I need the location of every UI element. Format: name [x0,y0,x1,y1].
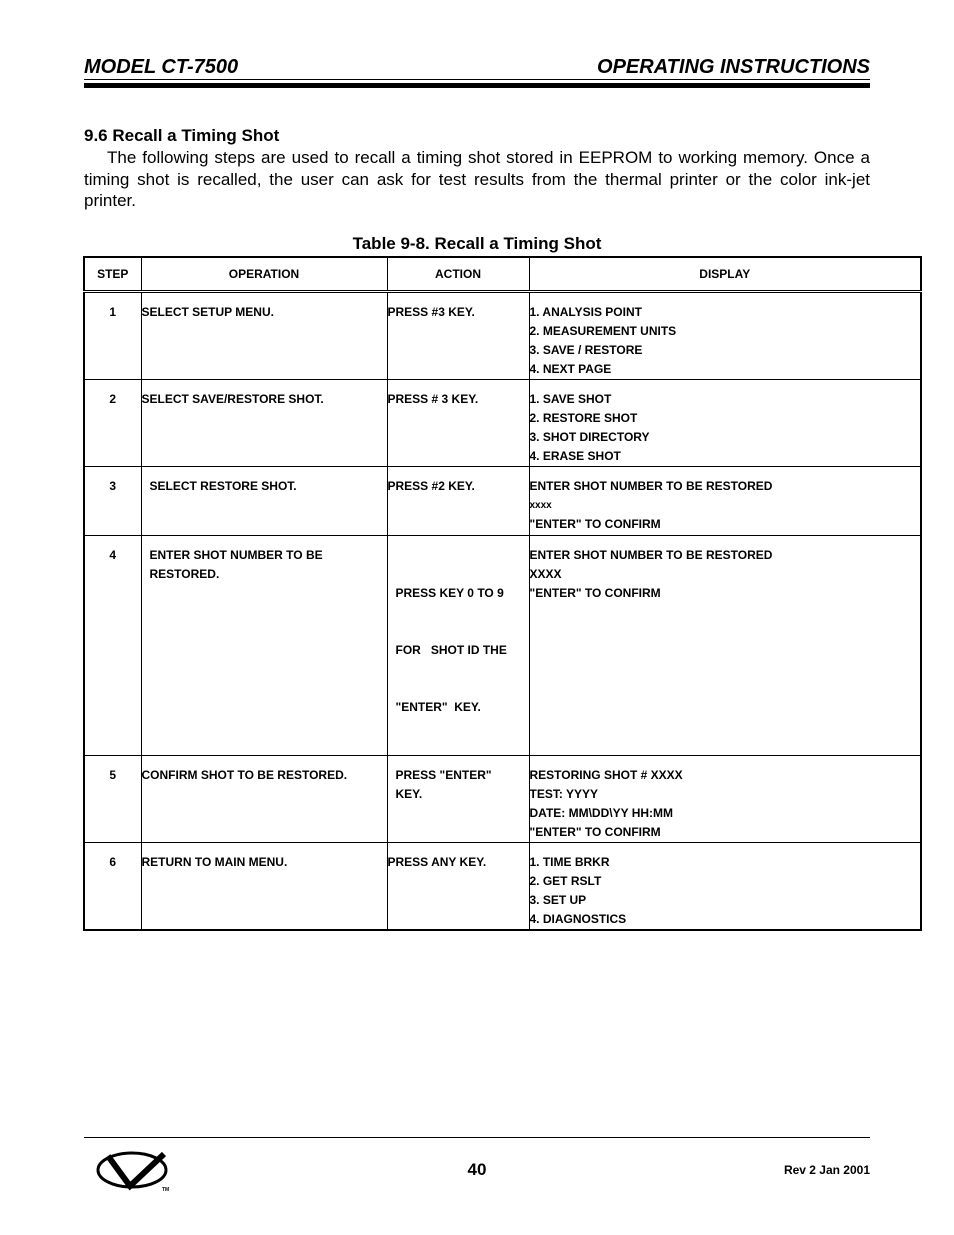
operation-cell [141,536,387,756]
table-row [84,292,921,380]
section-heading: 9.6 Recall a Timing Shot [84,126,280,145]
action-line: PRESS #2 KEY. [387,479,475,493]
table-row [84,467,921,536]
action-line: KEY. [395,787,423,801]
table-header-row [84,257,921,292]
display-line: "ENTER" TO CONFIRM [529,586,661,600]
table-caption: Table 9-8. Recall a Timing Shot [352,234,602,253]
section-intro-paragraph: The following steps are used to recall a timing shot stored in EEPROM to working memory. Once a timing shot is recalled, the user can ask for test results from the thermal printer or the color ink-jet printer. [84,148,870,210]
action-line: PRESS # 3 KEY. [387,392,479,406]
step-number: 1 [84,292,141,380]
display-cell [529,536,921,756]
document-section-title: OPERATING INSTRUCTIONS [597,56,870,78]
operation-line: SELECT SAVE/RESTORE SHOT. [141,392,324,406]
operation-line: ENTER SHOT NUMBER TO BE [149,548,323,562]
step-number: 5 [84,756,141,843]
step-number: 2 [84,380,141,467]
display-line: ENTER SHOT NUMBER TO BE RESTORED [529,479,773,493]
display-line: DATE: MM\DD\YY HH:MM [529,806,674,820]
action-line: "ENTER" KEY. [395,700,481,714]
table-row [84,756,921,843]
display-line: XXXX [529,567,562,581]
display-cell [529,843,921,931]
header-rule-thin [84,79,870,80]
operation-line: RESTORED. [149,567,220,581]
display-line: 4. NEXT PAGE [529,362,612,376]
action-cell [387,536,529,756]
column-header-step: STEP [84,257,141,292]
display-line: 2. MEASUREMENT UNITS [529,324,677,338]
page-number: 40 [467,1160,487,1179]
display-line: 1. TIME BRKR [529,855,610,869]
revision-label: Rev 2 Jan 2001 [783,1163,870,1177]
display-cell [529,756,921,843]
display-cell [529,467,921,536]
operation-line: SELECT SETUP MENU. [141,305,274,319]
action-line: PRESS KEY 0 TO 9 [395,586,504,600]
display-line: "ENTER" TO CONFIRM [529,517,661,531]
display-line: 3. SHOT DIRECTORY [529,430,650,444]
action-cell [387,843,529,931]
table-row [84,536,921,756]
display-line: "ENTER" TO CONFIRM [529,825,661,839]
display-cell [529,292,921,380]
footer-rule [84,1137,870,1138]
action-line: PRESS #3 KEY. [387,305,475,319]
action-cell [387,292,529,380]
display-line: 4. DIAGNOSTICS [529,912,627,926]
display-cell [529,380,921,467]
header-rule-thick [84,83,870,88]
operation-cell [141,756,387,843]
column-header-display: DISPLAY [529,257,921,292]
action-line: PRESS ANY KEY. [387,855,487,869]
action-line: PRESS "ENTER" [395,768,492,782]
operation-cell [141,467,387,536]
recall-steps-table [83,256,922,931]
operation-cell [141,843,387,931]
display-line: 3. SET UP [529,893,587,907]
document-model-title: MODEL CT-7500 [84,56,239,78]
action-cell [387,380,529,467]
display-line: 2. GET RSLT [529,874,602,888]
step-number: 4 [84,536,141,756]
display-line: 2. RESTORE SHOT [529,411,638,425]
operation-cell [141,292,387,380]
display-line: 4. ERASE SHOT [529,449,621,463]
column-header-action: ACTION [387,257,529,292]
operation-cell [141,380,387,467]
display-line: xxxx [529,500,552,511]
display-line: ENTER SHOT NUMBER TO BE RESTORED [529,548,773,562]
table-row [84,380,921,467]
display-line: TEST: YYYY [529,787,598,801]
display-line: 1. ANALYSIS POINT [529,305,642,319]
step-number: 3 [84,467,141,536]
action-line: FOR SHOT ID THE [395,643,507,657]
operation-line: CONFIRM SHOT TO BE RESTORED. [141,768,348,782]
table-row [84,843,921,931]
action-cell [387,467,529,536]
display-line: 1. SAVE SHOT [529,392,612,406]
column-header-operation: OPERATION [141,257,387,292]
action-cell [387,756,529,843]
trademark-label: TM [162,1187,170,1193]
step-number: 6 [84,843,141,931]
display-line: 3. SAVE / RESTORE [529,343,643,357]
operation-line: RETURN TO MAIN MENU. [141,855,288,869]
operation-line: SELECT RESTORE SHOT. [149,479,297,493]
display-line: RESTORING SHOT # XXXX [529,768,683,782]
